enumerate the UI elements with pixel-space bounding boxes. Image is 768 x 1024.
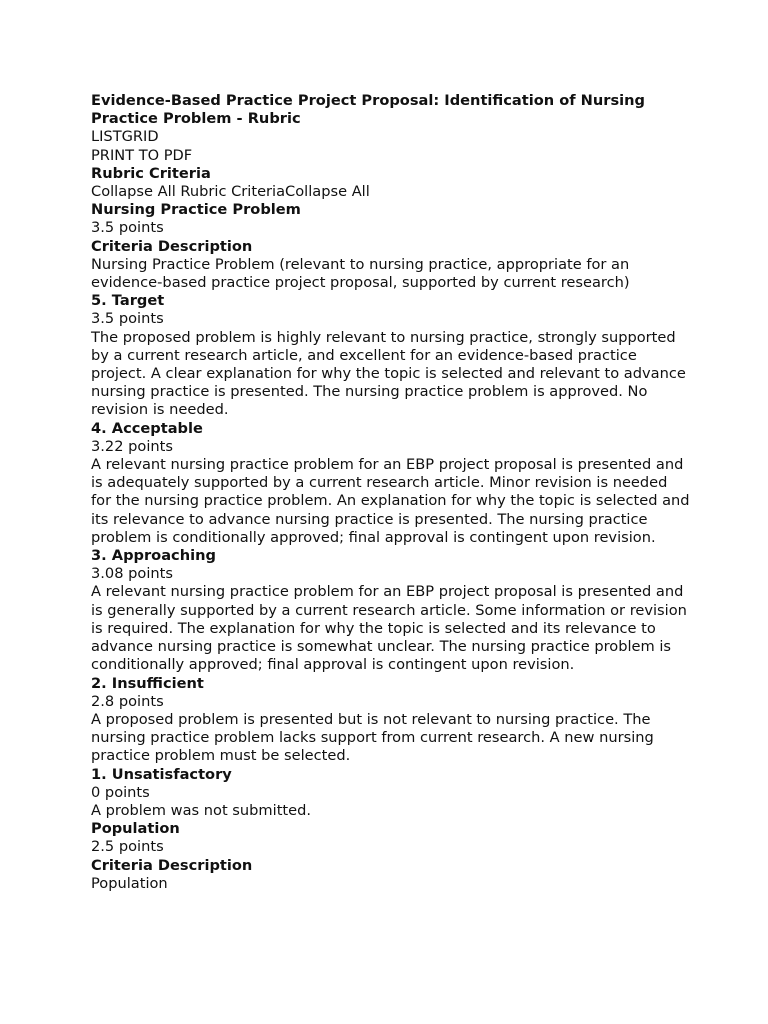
rubric-document <box>91 92 691 893</box>
level-target <box>91 292 691 419</box>
list-grid-toggle[interactable]: LISTGRID <box>91 128 159 146</box>
criteria-description-text: Nursing Practice Problem (relevant to nursing practice, appropriate for an evidence-based practice project proposal, supported by current research) <box>91 255 630 292</box>
level-label: 4. Acceptable <box>91 419 203 437</box>
level-insufficient <box>91 675 691 766</box>
criterion-name: Nursing Practice Problem <box>91 201 301 219</box>
level-text: A proposed problem is presented but is not relevant to nursing practice. The nursing practice problem lacks support from current research. A new nursing practice problem must be selected. <box>91 710 654 765</box>
criteria-description-text: Population <box>91 874 168 892</box>
level-label: 1. Unsatisfactory <box>91 765 232 783</box>
level-points: 0 points <box>91 783 150 801</box>
criteria-description-heading: Criteria Description <box>91 237 253 255</box>
level-points: 2.8 points <box>91 692 164 710</box>
criteria-description-heading: Criteria Description <box>91 856 253 874</box>
level-approaching <box>91 547 691 674</box>
level-text: A problem was not submitted. <box>91 801 312 819</box>
document-title: Evidence-Based Practice Project Proposal: Identification of Nursing Practice Problem - Rubric <box>91 92 645 128</box>
rubric-criteria-heading: Rubric Criteria <box>91 164 211 182</box>
level-label: 3. Approaching <box>91 547 216 565</box>
level-label: 5. Target <box>91 292 165 310</box>
level-unsatisfactory <box>91 766 691 821</box>
level-text: The proposed problem is highly relevant to nursing practice, strongly supported by a current research article, and excellent for an evidence-based practice project. A clear explanation for why the topic is selected and relevant to advance nursing practice is presented. The nursing practice problem is approved. No revision is needed. <box>91 328 686 419</box>
level-label: 2. Insufficient <box>91 674 204 692</box>
criterion-points: 2.5 points <box>91 838 164 856</box>
collapse-all-toggle[interactable]: Collapse All Rubric CriteriaCollapse All <box>91 183 370 201</box>
level-points: 3.22 points <box>91 437 173 455</box>
criterion-points: 3.5 points <box>91 219 164 237</box>
level-points: 3.08 points <box>91 565 173 583</box>
criterion-name: Population <box>91 820 180 838</box>
level-acceptable <box>91 420 691 547</box>
level-points: 3.5 points <box>91 310 164 328</box>
criterion-nursing-practice-problem <box>91 201 691 820</box>
level-text: A relevant nursing practice problem for an EBP project proposal is presented and is adequately supported by a current research article. Minor revision is needed for the nursing practice problem. An explanation for why the topic is selected and its relevance to advance nursing practice is presented. The nursing practice problem is conditionally approved; final approval is contingent upon revision. <box>91 456 690 546</box>
print-to-pdf-link[interactable]: PRINT TO PDF <box>91 146 193 164</box>
criterion-population <box>91 820 691 893</box>
level-text: A relevant nursing practice problem for an EBP project proposal is presented and is generally supported by a current research article. Some information or revision is required. The explanation for why the topic is selected and its relevance to advance nursing practice is somewhat unclear. The nursing practice problem is conditionally approved; final approval is contingent upon revision. <box>91 583 687 674</box>
